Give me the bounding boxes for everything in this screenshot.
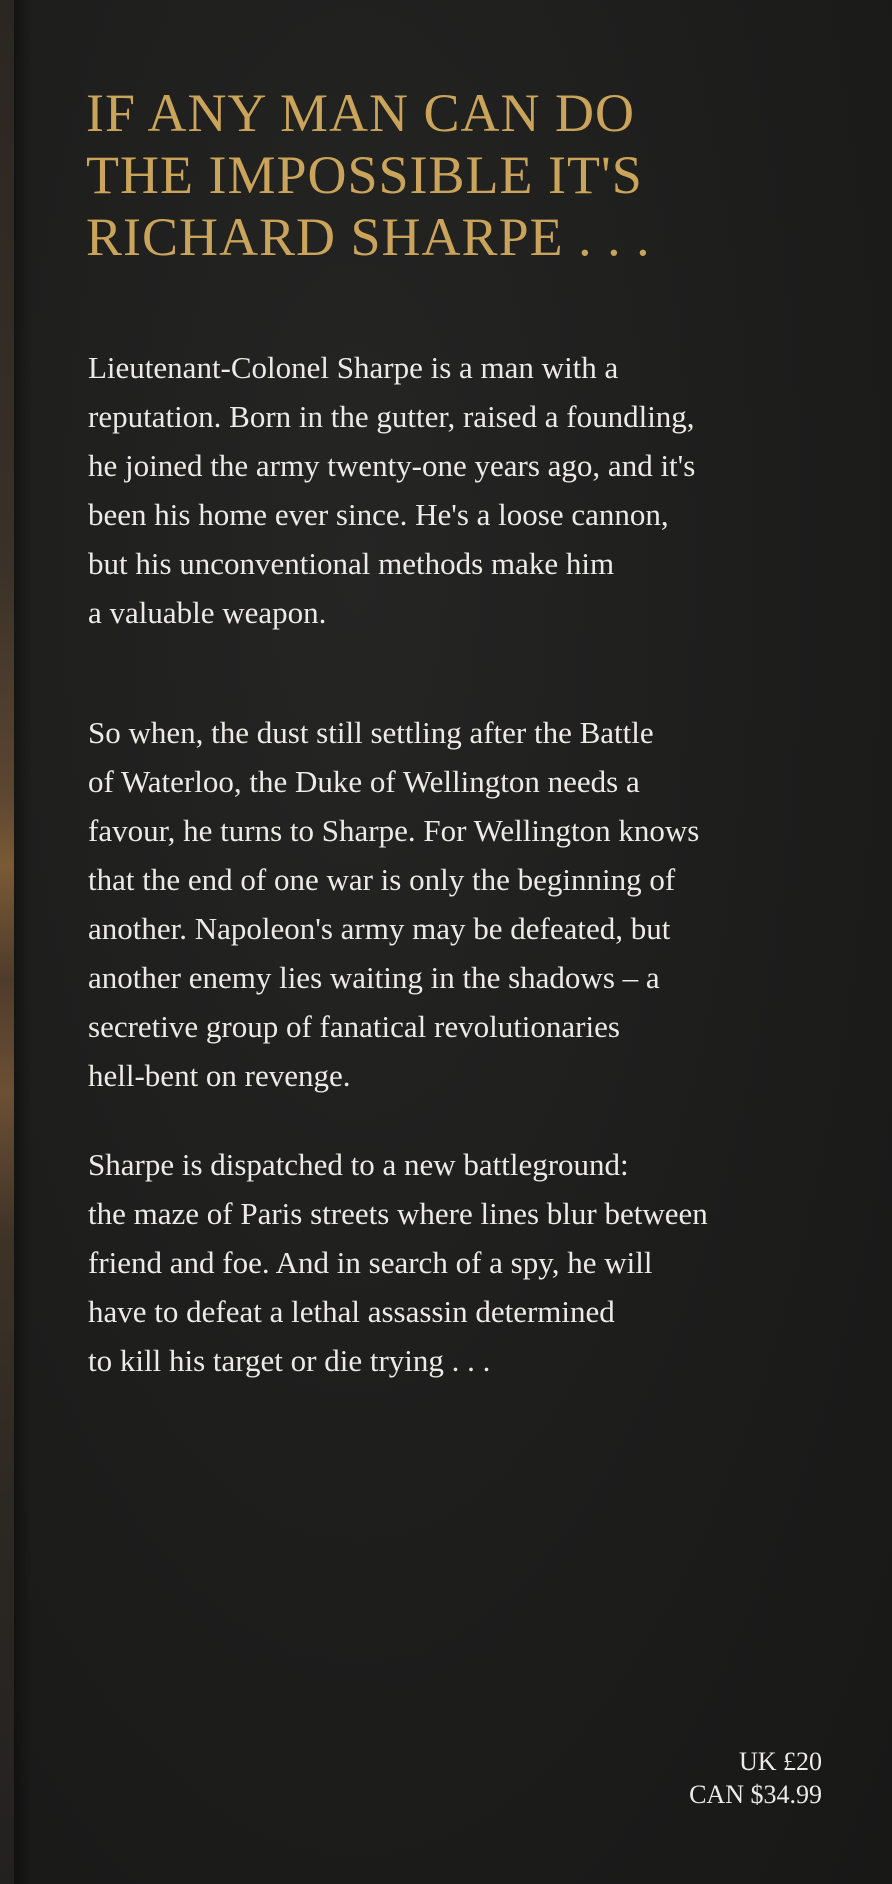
blurb-paragraph-3 (88, 1140, 808, 1385)
price-block (689, 1745, 822, 1811)
headline-line: THE IMPOSSIBLE IT'S (86, 145, 643, 205)
blurb-line: the maze of Paris streets where lines blur between (88, 1196, 708, 1231)
headline-line: RICHARD SHARPE . . . (86, 207, 651, 267)
blurb-line: but his unconventional methods make him (88, 546, 615, 581)
blurb-line: friend and foe. And in search of a spy, he will (88, 1245, 653, 1280)
headline (86, 82, 846, 268)
price-uk: UK £20 (738, 1747, 822, 1776)
price-can: CAN $34.99 (689, 1780, 822, 1809)
blurb-paragraph-2 (88, 708, 808, 1100)
blurb-line: favour, he turns to Sharpe. For Wellington knows (88, 813, 700, 848)
blurb-line: been his home ever since. He's a loose cannon, (88, 497, 669, 532)
headline-line: IF ANY MAN CAN DO (86, 83, 636, 143)
blurb-line: So when, the dust still settling after the Battle (88, 715, 654, 750)
blurb-line: a valuable weapon. (88, 595, 327, 630)
blurb-line: of Waterloo, the Duke of Wellington needs a (88, 764, 640, 799)
blurb-paragraph-1 (88, 343, 808, 637)
spine-shadow (14, 0, 32, 1884)
blurb-line: another enemy lies waiting in the shadows – a (88, 960, 660, 995)
blurb-line: that the end of one war is only the beginning of (88, 862, 676, 897)
spine-edge (0, 0, 14, 1884)
blurb-line: he joined the army twenty-one years ago, and it's (88, 448, 696, 483)
blurb-line: secretive group of fanatical revolutionaries (88, 1009, 620, 1044)
blurb-line: Lieutenant-Colonel Sharpe is a man with a (88, 350, 619, 385)
blurb-line: reputation. Born in the gutter, raised a foundling, (88, 399, 695, 434)
blurb-line: hell-bent on revenge. (88, 1058, 351, 1093)
blurb-line: another. Napoleon's army may be defeated, but (88, 911, 671, 946)
blurb-line: Sharpe is dispatched to a new battleground: (88, 1147, 629, 1182)
blurb-line: have to defeat a lethal assassin determined (88, 1294, 615, 1329)
blurb-line: to kill his target or die trying . . . (88, 1343, 491, 1378)
